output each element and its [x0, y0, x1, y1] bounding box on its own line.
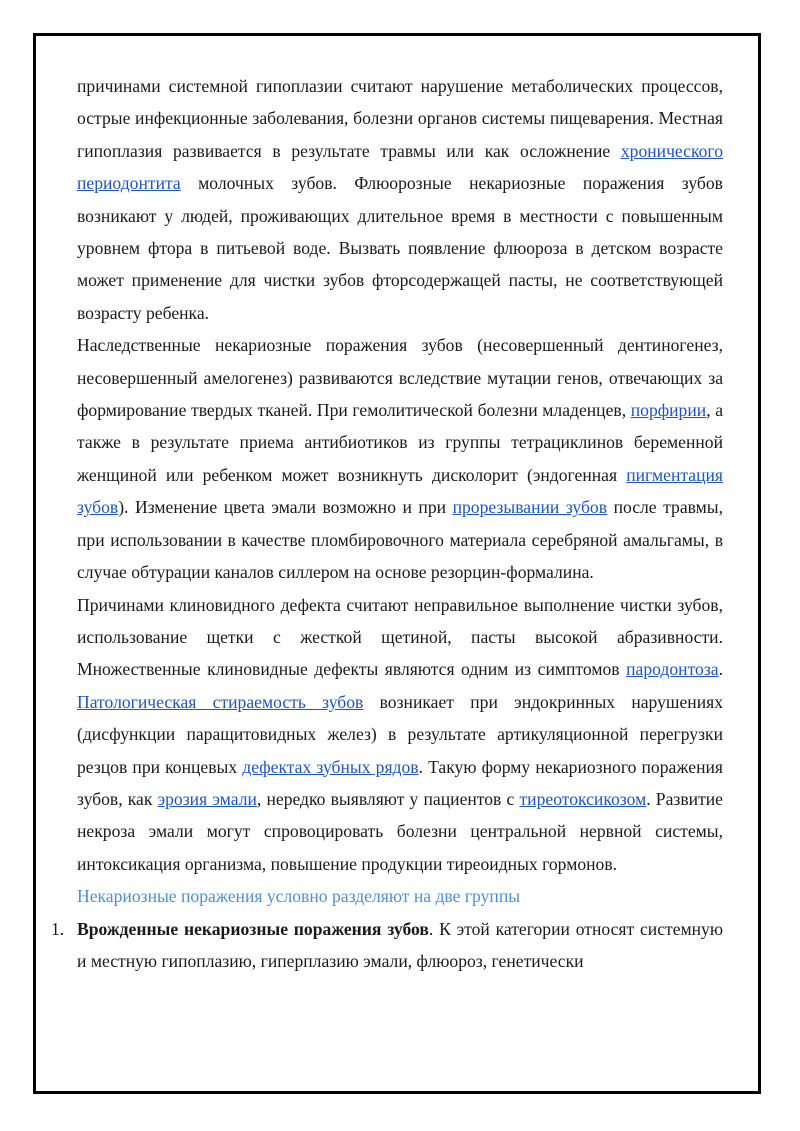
text-run: Причинами клиновидного дефекта считают неправильное выполнение чистки зубов, использование щетки с жесткой щетиной, пасты высокой абразивности. Множественные клиновидные дефекты являются одним из симптомов: [77, 594, 723, 680]
text-run: возникает при эндокринных нарушениях (дисфункции паращитовидных желез) в результате артикуляционной перегрузки резцов при концевых: [77, 691, 723, 777]
list-item-text: . К этой категории относят системную и местную гипоплазию, гиперплазию эмали, флюороз, генетически: [77, 918, 724, 971]
text-run: .: [718, 659, 723, 680]
paragraph-hypoplasia: [77, 70, 723, 329]
list-item-term: Врожденные некариозные поражения зубов: [77, 918, 429, 939]
text-run: Наследственные некариозные поражения зубов (несовершенный дентиногенез, несовершенный амелогенез) развиваются вследствие мутации генов, отвечающих за формирование твердых тканей. При гемолитической болезни младенцев,: [77, 335, 723, 421]
link-chronic-periodontitis[interactable]: хронического периодонтита: [77, 140, 723, 194]
link-dentition-defects[interactable]: дефектах зубных рядов: [242, 756, 419, 777]
list-number: 1.: [51, 918, 65, 939]
paragraph-hereditary: [77, 329, 723, 588]
text-run: , нередко выявляют у пациентов с: [256, 788, 520, 809]
list-item: [51, 913, 724, 978]
link-porphyria[interactable]: порфирии: [630, 400, 707, 421]
text-run: . Развитие некроза эмали могут спровоцировать болезни центральной нервной системы, интоксикация организма, повышение продукции тиреоидных гормонов.: [77, 788, 723, 874]
link-teeth-pigmentation[interactable]: пигментация зубов: [77, 464, 723, 518]
text-run: ). Изменение цвета эмали возможно и при: [118, 497, 453, 518]
text-run: , а также в результате приема антибиотиков из группы тетрациклинов беременной женщиной или ребенком может возникнуть дисколорит (эндогенная: [77, 400, 724, 485]
text-run: молочных зубов. Флюорозные некариозные поражения зубов возникают у людей, проживающих длительное время в местности с повышенным уровнем фтора в питьевой воде. Вызвать появление флюороза в детском возрасте может применение для чистки зубов фторсодержащей пасты, не соответствующей возрасту ребенка.: [77, 173, 723, 323]
link-enamel-erosion[interactable]: эрозия эмали: [157, 788, 257, 809]
classification-list: [51, 913, 724, 978]
paragraph-wedge-defect: [77, 589, 723, 881]
section-subheading: Некариозные поражения условно разделяют на две группы: [77, 886, 521, 907]
text-run: причинами системной гипоплазии считают нарушение метаболических процессов, острые инфекционные заболевания, болезни органов системы пищеварения. Местная гипоплазия развивается в результате травмы или как осложнение: [77, 76, 723, 161]
link-thyrotoxicosis[interactable]: тиреотоксикозом: [519, 788, 647, 809]
link-teething[interactable]: прорезывании зубов: [452, 497, 608, 518]
link-periodontosis[interactable]: пародонтоза: [626, 659, 719, 680]
text-run: после травмы, при использовании в качестве пломбировочного материала серебряной амальгамы, в случае обтурации каналов силлером на основе резорцин-формалина.: [77, 497, 723, 583]
link-pathological-abrasion[interactable]: Патологическая стираемость зубов: [77, 691, 364, 712]
document-body: [51, 70, 724, 977]
text-run: . Такую форму некариозного поражения зубов, как: [77, 756, 723, 809]
